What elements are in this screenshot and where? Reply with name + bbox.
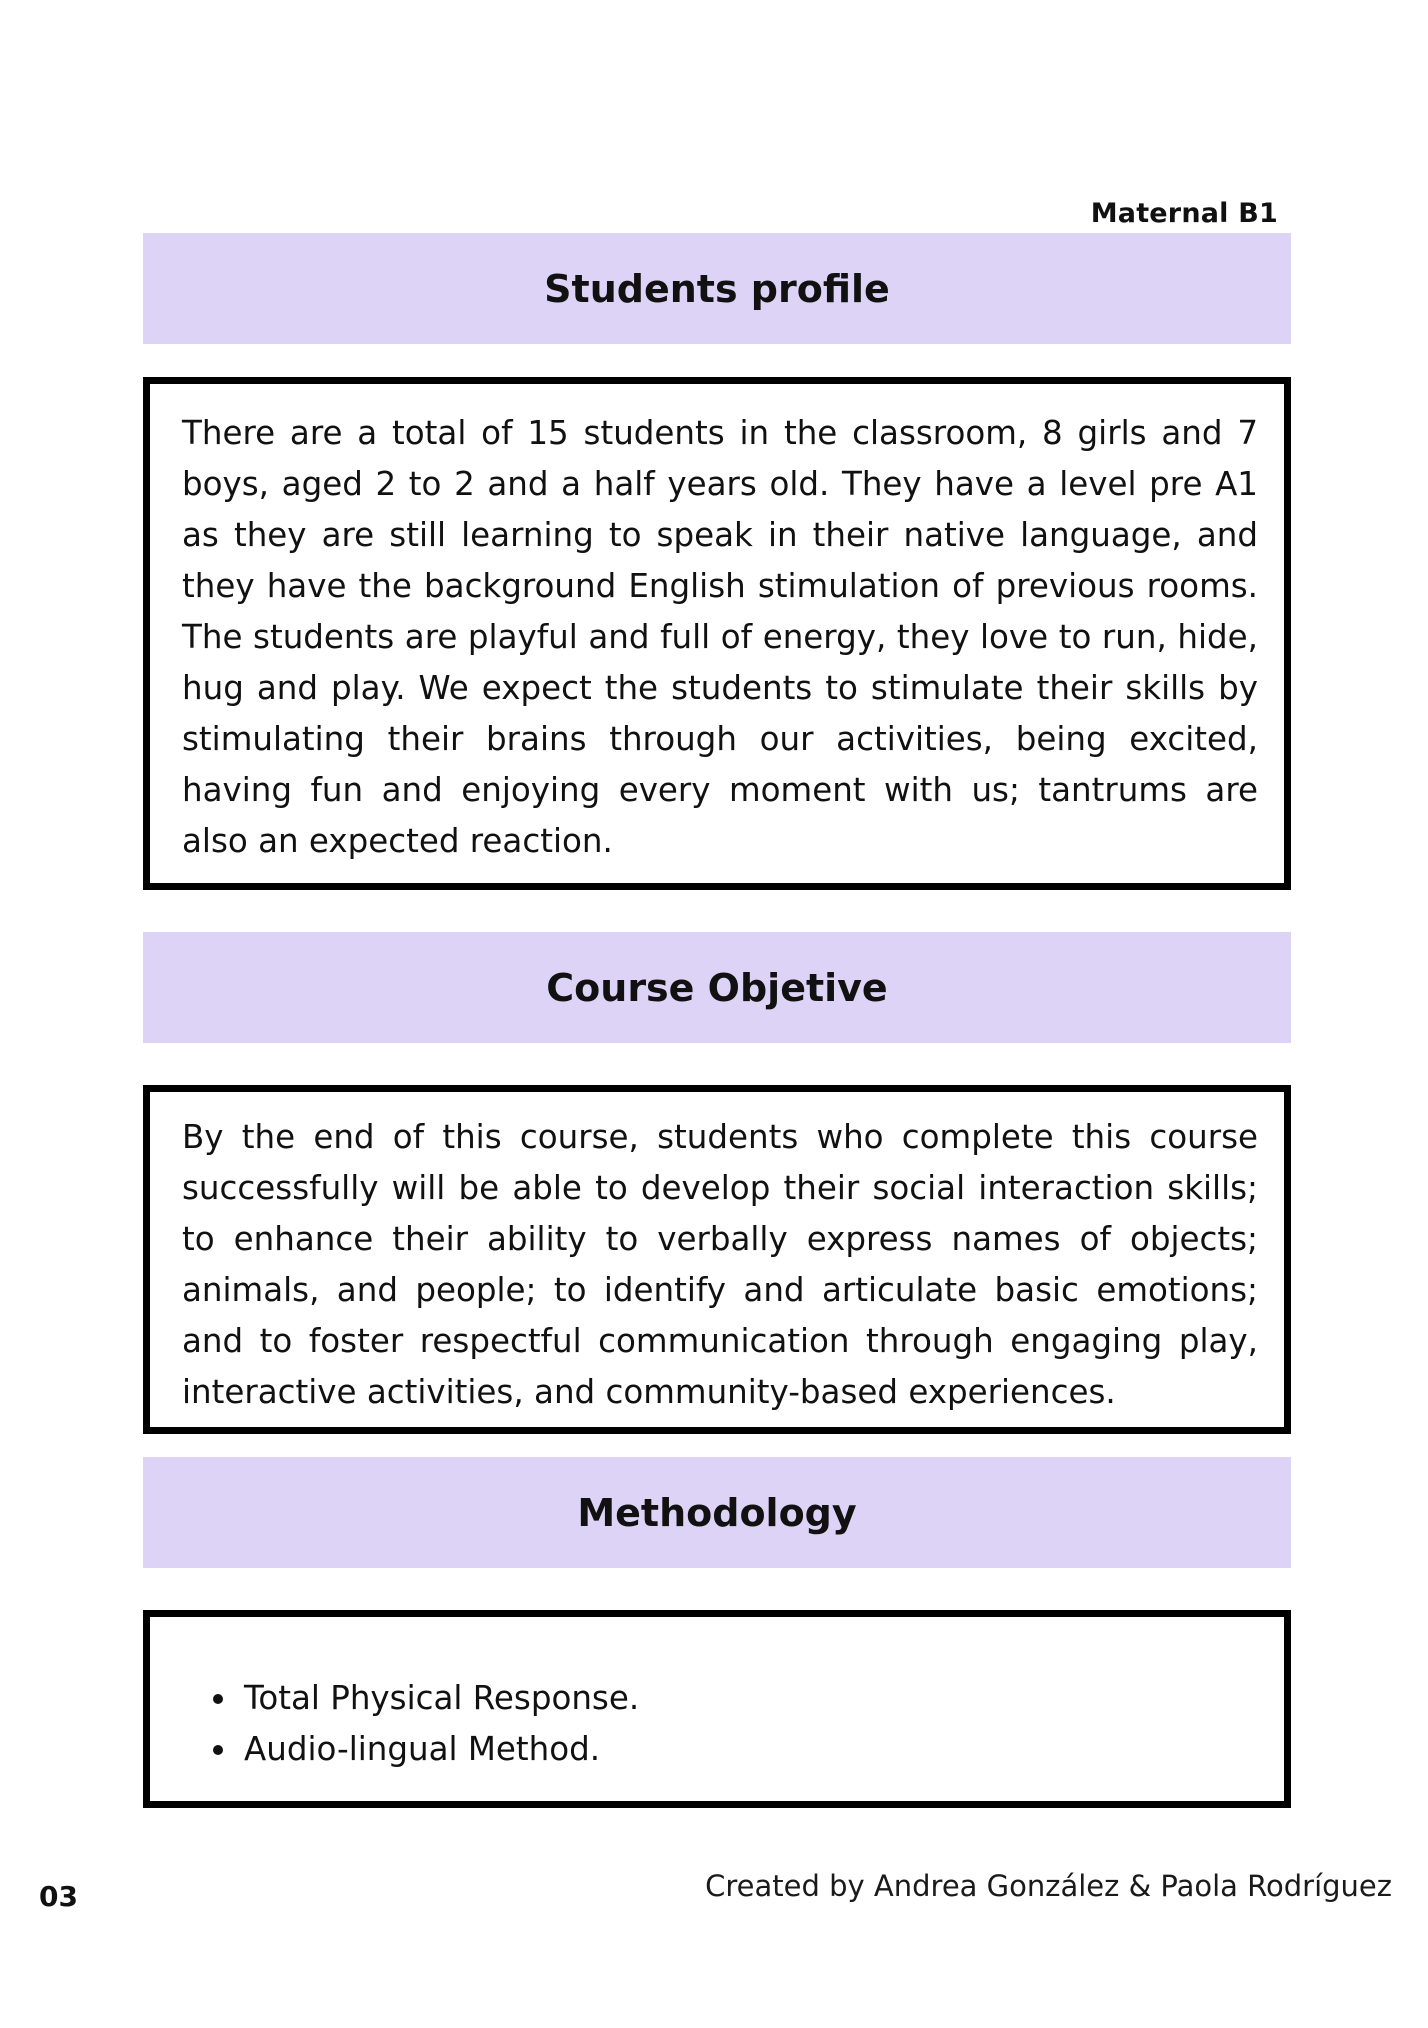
students-profile-title: Students profile (544, 266, 890, 311)
course-objective-header (143, 932, 1291, 1043)
methodology-item: • Total Physical Response. (240, 1673, 639, 1724)
students-profile-text: There are a total of 15 students in the classroom, 8 girls and 7 boys, aged 2 to 2 and a half years old. They have a level pre A1 as they are still learning to speak in their native language, and they have the background English stimulation of previous rooms. The students are playful and full of energy, they love to run, hide, hug and play. We expect the students to stimulate their skills by stimulating their brains through our activities, being excited, having fun and enjoying every moment with us; tantrums are also an expected reaction. (182, 414, 1258, 860)
methodology-item: • Audio-lingual Method. (240, 1724, 639, 1775)
level-tag: Maternal B1 (1090, 198, 1278, 229)
methodology-box (143, 1610, 1291, 1808)
page-number: 03 (39, 1880, 78, 1913)
methodology-header (143, 1457, 1291, 1568)
course-objective-box (143, 1085, 1291, 1434)
course-objective-text: By the end of this course, students who complete this course successfully will be able to develop their social interaction skills; to enhance their ability to verbally express names of objects; animals, and people; to identify and articulate basic emotions; and to foster respectful communication through engaging play, interactive activities, and community-based experiences. (182, 1118, 1258, 1411)
course-objective-title: Course Objetive (546, 965, 888, 1010)
students-profile-box (143, 377, 1291, 890)
methodology-title: Methodology (577, 1490, 857, 1535)
students-profile-header (143, 233, 1291, 344)
methodology-list (150, 1673, 639, 1775)
credit-line: Created by Andrea González & Paola Rodríguez (705, 1869, 1392, 1903)
